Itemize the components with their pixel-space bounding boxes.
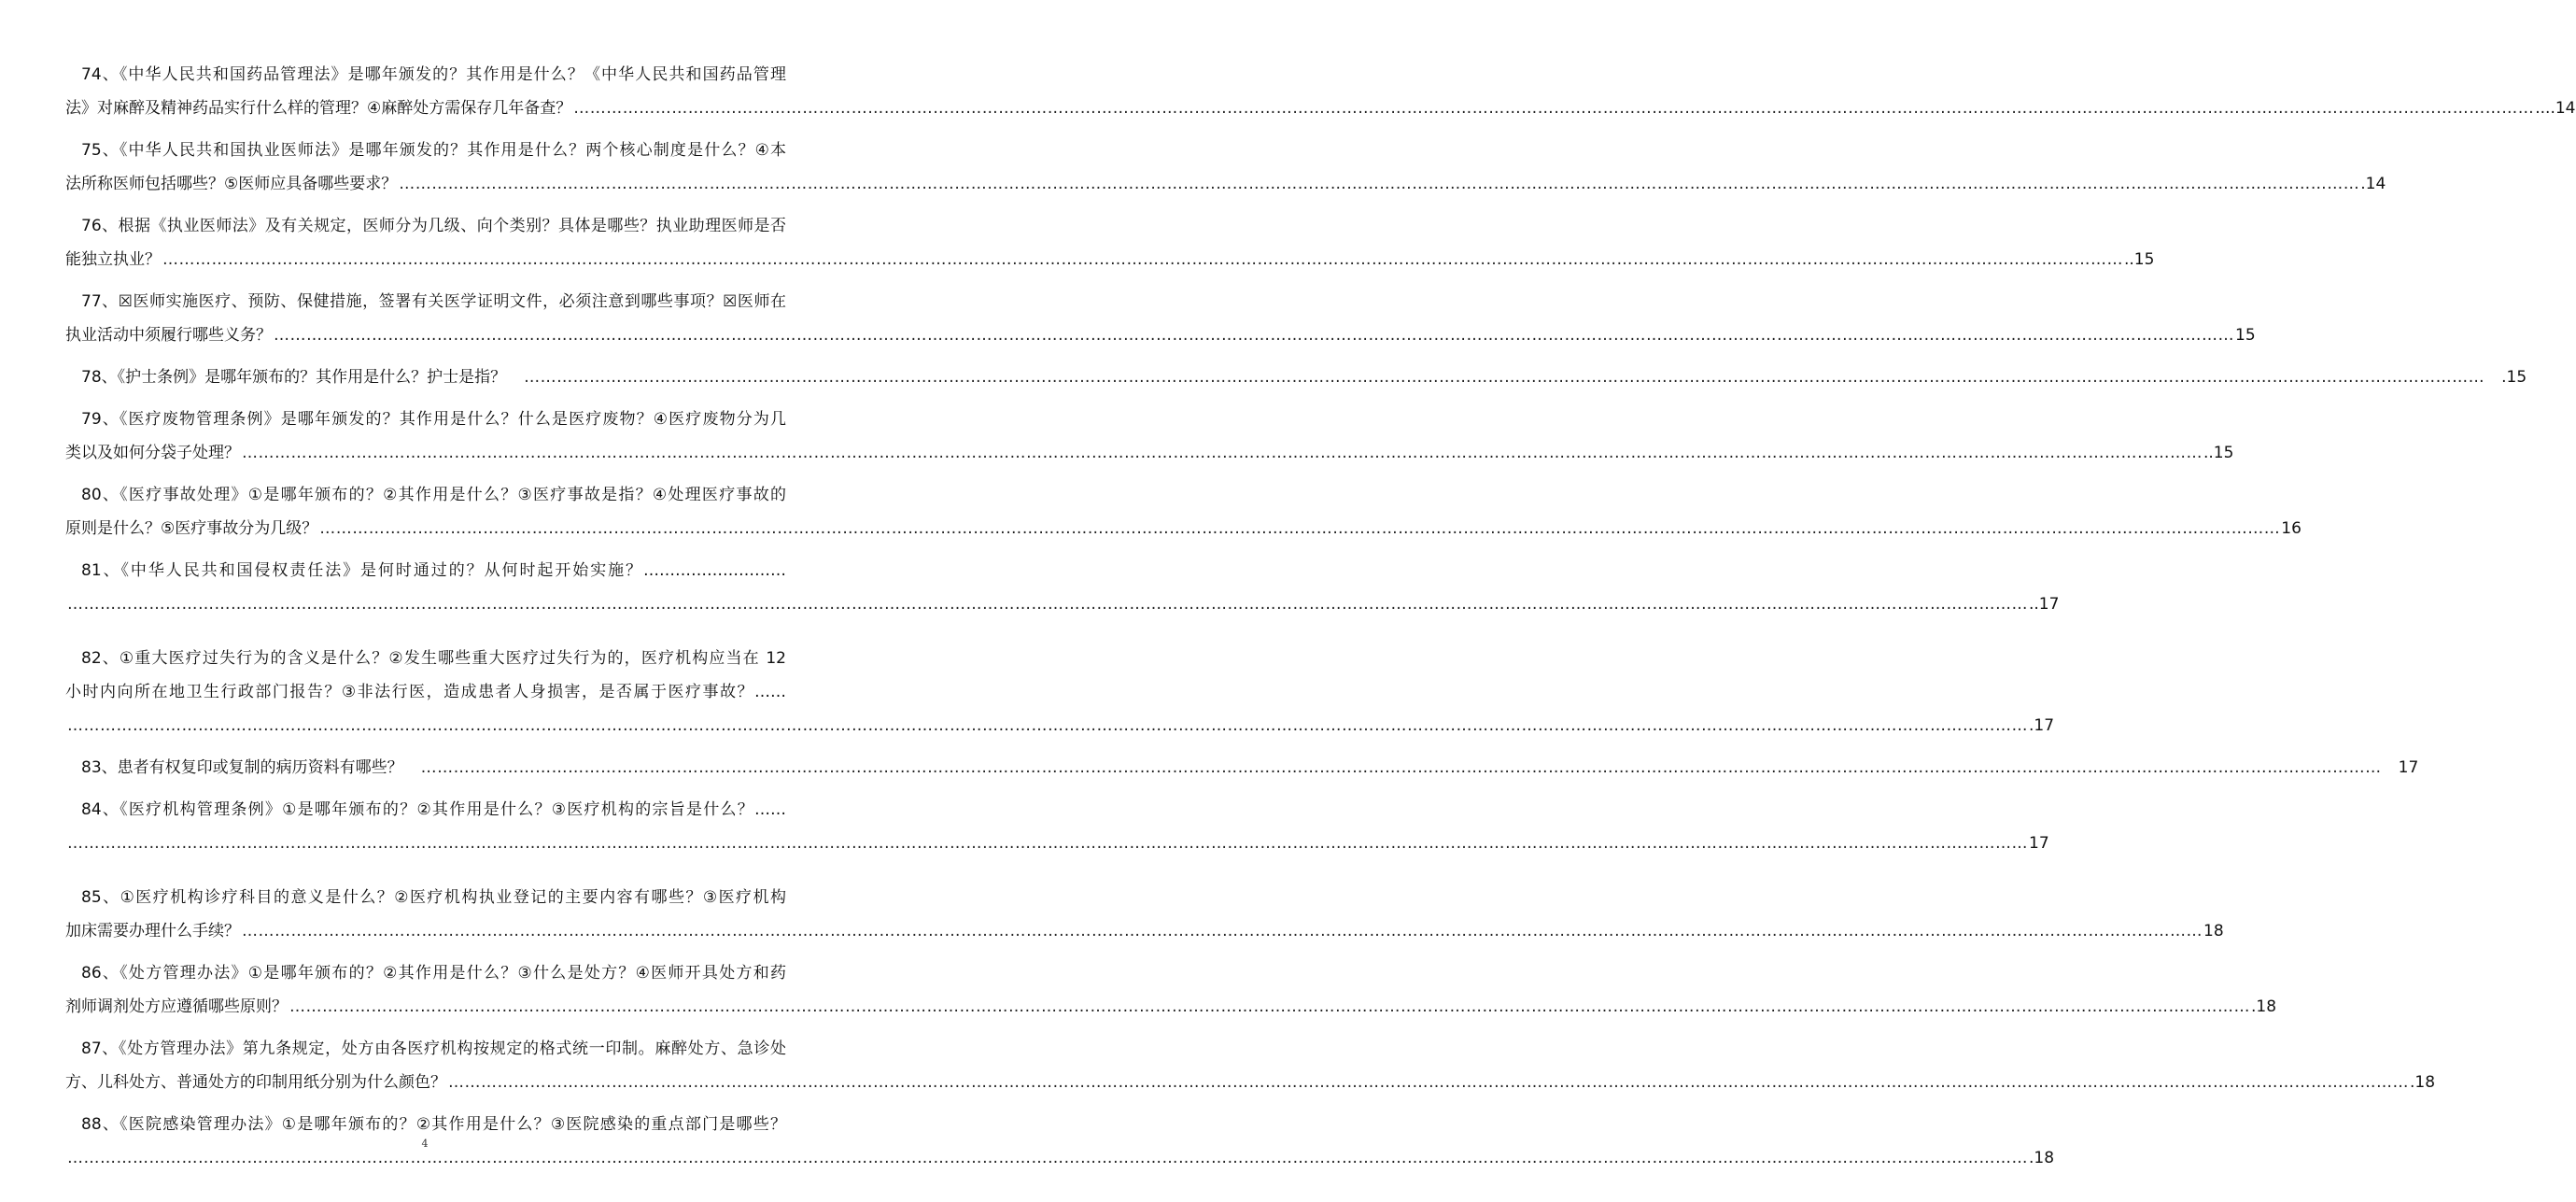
toc-entry-text: 剂师调剂处方应遵循哪些原则？ <box>65 997 288 1016</box>
toc-entry[interactable] <box>65 478 2302 545</box>
toc-entry[interactable] <box>65 134 2386 201</box>
toc-entry-text: 88、《医院感染管理办法》①是哪年颁布的？②其作用是什么？③医院感染的重点部门是哪些？ <box>81 1115 786 1134</box>
toc-entry-text: 法》对麻醉及精神药品实行什么样的管理？④麻醉处方需保存几年备查？ <box>65 99 572 118</box>
table-of-contents <box>65 58 2576 1183</box>
toc-page-number: 18 <box>2203 922 2224 940</box>
toc-entry[interactable] <box>65 956 2277 1024</box>
toc-entry-last-line <box>65 709 2055 742</box>
toc-entry-last-line <box>65 318 2256 352</box>
toc-page-number: .17 <box>2029 716 2055 735</box>
toc-entry[interactable] <box>65 58 2576 125</box>
toc-page-number: ....14 <box>2535 99 2576 118</box>
toc-entry[interactable] <box>65 209 2155 276</box>
toc-entry-text: 加床需要办理什么手续？ <box>65 922 240 940</box>
toc-entry-text: 87、《处方管理办法》第九条规定，处方由各医疗机构按规定的格式统一印制。麻醉处方、急诊处 <box>81 1039 786 1058</box>
dot-leader: ……………………………………………………………………………………………………………………………………………………………………………………………………………………………………………………………………………………………………………………………… <box>242 444 2203 462</box>
toc-entry-text: 84、《医疗机构管理条例》①是哪年颁布的？②其作用是什么？③医疗机构的宗旨是什么？…… <box>81 800 786 819</box>
toc-entry-text: 74、《中华人民共和国药品管理法》是哪年颁发的？其作用是什么？《中华人民共和国药品管理 <box>81 65 786 84</box>
toc-entry-text: 法所称医师包括哪些？⑤医师应具备哪些要求？ <box>65 175 398 193</box>
toc-page-number: ..17 <box>2029 595 2060 614</box>
dot-leader: ……………………………………………………………………………………………………………………………………………………………………………………………………………………………………………………………………………………………………………………………… <box>67 834 2028 853</box>
toc-entry-last-line <box>65 1066 2436 1099</box>
toc-page-number: ..15 <box>2124 250 2155 269</box>
toc-entry[interactable] <box>65 554 2060 621</box>
toc-entry-text: 77、☒医师实施医疗、预防、保健措施，签署有关医学证明文件，必须注意到哪些事项？☒医师在 <box>81 292 786 311</box>
toc-page-number: .14 <box>2360 175 2386 193</box>
dot-leader: ……………………………………………………………………………………………………………………………………………………………………………………………………………………………………………………………………………………………………………………………… <box>573 99 2535 118</box>
toc-entry-text: 执业活动中须履行哪些义务？ <box>65 326 272 345</box>
dot-leader: ……………………………………………………………………………………………………………………………………………………………………………………………………………………………………………………………………………………………………………………………… <box>67 716 2028 735</box>
dot-leader: ……………………………………………………………………………………………………………………………………………………………………………………………………………………………………………………………………………………………………………………………… <box>274 326 2234 345</box>
dot-leader: ……………………………………………………………………………………………………………………………………………………………………………………………………………………………………………………………………………………………………………………………… <box>399 175 2360 193</box>
toc-page-number: ..15 <box>2203 444 2234 462</box>
toc-page-number: 17 <box>2029 834 2049 853</box>
dot-leader: ……………………………………………………………………………………………………………………………………………………………………………………………………………………………………………………………………………………………………………………………… <box>524 368 2485 387</box>
dot-leader: ……………………………………………………………………………………………………………………………………………………………………………………………………………………………………………………………………………………………………………………………… <box>420 758 2382 777</box>
toc-entry-last-line <box>65 436 2234 470</box>
toc-entry[interactable] <box>65 285 2256 352</box>
toc-entry-last-line <box>65 827 2049 860</box>
toc-page-number: .18 <box>2251 997 2277 1016</box>
toc-entry-last-line <box>65 990 2277 1024</box>
toc-entry[interactable] <box>65 793 2049 860</box>
toc-entry-text: 类以及如何分袋子处理？ <box>65 444 240 462</box>
toc-entry-last-line <box>65 751 2419 785</box>
toc-page-number: .15 <box>2501 368 2527 387</box>
toc-entry[interactable] <box>65 1032 2436 1099</box>
toc-entry-last-line <box>65 167 2386 201</box>
page-number: 4 <box>421 1138 429 1150</box>
toc-page-number: .18 <box>2410 1073 2436 1092</box>
toc-entry-last-line <box>65 587 2060 621</box>
toc-page-number: 16 <box>2281 519 2302 538</box>
toc-entry-text: 81、《中华人民共和国侵权责任法》是何时通过的？从何时起开始实施？……………………… <box>81 561 786 580</box>
dot-leader: ……………………………………………………………………………………………………………………………………………………………………………………………………………………………………………………………………………………………………………………………… <box>448 1073 2409 1092</box>
toc-entry[interactable] <box>65 751 2419 785</box>
toc-page-number: 17 <box>2398 758 2419 777</box>
dot-leader: ……………………………………………………………………………………………………………………………………………………………………………………………………………………………………………………………………………………………………………………………… <box>289 997 2250 1016</box>
toc-entry[interactable] <box>65 361 2527 394</box>
dot-leader: ……………………………………………………………………………………………………………………………………………………………………………………………………………………………………………………………………………………………………………………………… <box>319 519 2281 538</box>
toc-page-number: 15 <box>2235 326 2256 345</box>
toc-entry[interactable] <box>65 403 2234 470</box>
toc-entry-text: 76、根据《执业医师法》及有关规定，医师分为几级、向个类别？具体是哪些？执业助理医师是否 <box>81 217 786 235</box>
toc-entry-text: 83、患者有权复印或复制的病历资料有哪些？ <box>81 758 403 777</box>
toc-page-number: .18 <box>2029 1149 2055 1167</box>
toc-entry-text: 79、《医疗废物管理条例》是哪年颁发的？其作用是什么？什么是医疗废物？④医疗废物分为几 <box>81 410 786 429</box>
dot-leader: ……………………………………………………………………………………………………………………………………………………………………………………………………………………………………………………………………………………………………………………………… <box>242 922 2203 940</box>
toc-entry-text: 原则是什么？⑤医疗事故分为几级？ <box>65 519 318 538</box>
toc-entry-last-line <box>65 92 2576 125</box>
toc-entry-text: 86、《处方管理办法》①是哪年颁布的？②其作用是什么？③什么是处方？④医师开具处方和药 <box>81 964 786 983</box>
dot-leader: ……………………………………………………………………………………………………………………………………………………………………………………………………………………………………………………………………………………………………………………………… <box>67 595 2028 614</box>
toc-entry-text: 85、①医疗机构诊疗科目的意义是什么？②医疗机构执业登记的主要内容有哪些？③医疗机构 <box>81 888 786 907</box>
toc-entry[interactable] <box>65 642 2055 742</box>
toc-entry-text: 78、《护士条例》是哪年颁布的？其作用是什么？护士是指？ <box>81 368 507 387</box>
toc-entry-text: 小时内向所在地卫生行政部门报告？③非法行医，造成患者人身损害，是否属于医疗事故？…… <box>65 683 786 701</box>
toc-entry-last-line <box>65 914 2224 948</box>
toc-entry-text: 方、儿科处方、普通处方的印制用纸分别为什么颜色？ <box>65 1073 446 1092</box>
toc-entry-last-line <box>65 512 2302 545</box>
toc-entry-text: 82、①重大医疗过失行为的含义是什么？②发生哪些重大医疗过失行为的，医疗机构应当在 12 <box>81 649 786 668</box>
toc-entry-last-line <box>65 361 2527 394</box>
toc-entry[interactable] <box>65 881 2224 948</box>
toc-entry-last-line <box>65 243 2155 276</box>
toc-entry-text: 80、《医疗事故处理》①是哪年颁布的？②其作用是什么？③医疗事故是指？④处理医疗事故的 <box>81 486 786 504</box>
toc-entry-text: 能独立执业？ <box>65 250 161 269</box>
dot-leader: ……………………………………………………………………………………………………………………………………………………………………………………………………………………………………………………………………………………………………………………………… <box>67 1149 2028 1167</box>
dot-leader: ……………………………………………………………………………………………………………………………………………………………………………………………………………………………………………………………………………………………………………………………… <box>162 250 2123 269</box>
toc-entry-text: 75、《中华人民共和国执业医师法》是哪年颁发的？其作用是什么？两个核心制度是什么？④本 <box>81 141 786 160</box>
